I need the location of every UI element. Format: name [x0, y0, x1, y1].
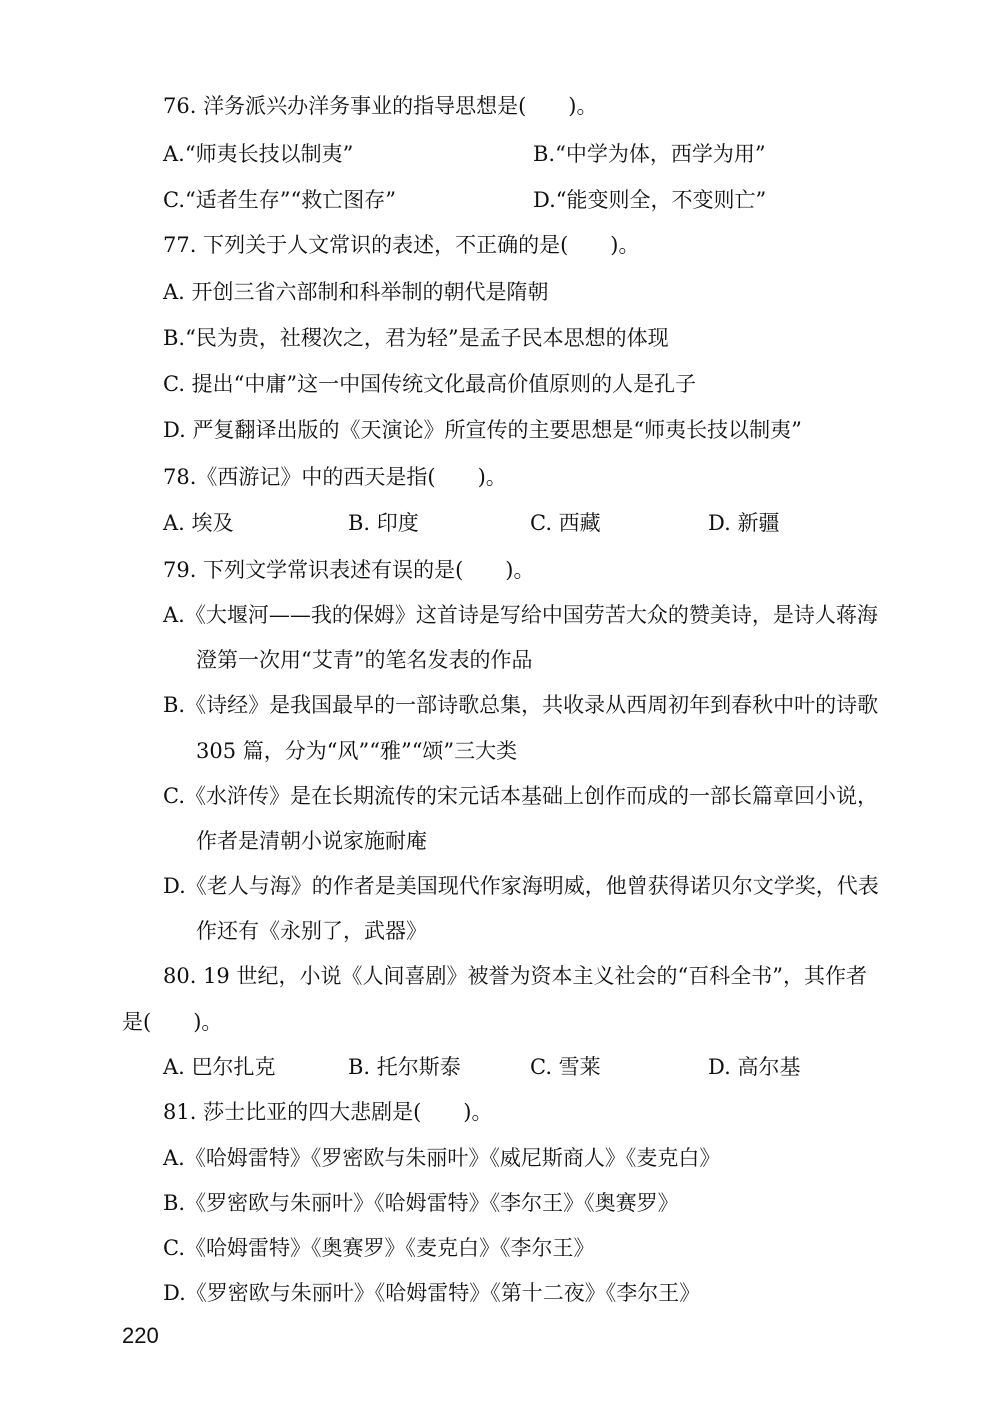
q79-option-b: B.《诗经》是我国最早的一部诗歌总集，共收录从西周初年到春秋中叶的诗歌: [163, 693, 879, 717]
q81-stem: 81. 莎士比亚的四大悲剧是( )。: [163, 1100, 493, 1124]
q78-option-c: C. 西藏: [530, 511, 601, 535]
q79-option-a-cont: 澄第一次用“艾青”的笔名发表的作品: [196, 648, 533, 672]
q77-stem: 77. 下列关于人文常识的表述，不正确的是( )。: [163, 233, 640, 257]
q81-option-c: C.《哈姆雷特》《奥赛罗》《麦克白》《李尔王》: [163, 1236, 595, 1260]
q79-option-d-cont: 作还有《永别了，武器》: [196, 919, 427, 943]
q77-option-b: B.“民为贵，社稷次之，君为轻”是孟子民本思想的体现: [163, 326, 669, 350]
q80-option-a: A. 巴尔扎克: [163, 1055, 276, 1079]
q76-option-b: B.“中学为体，西学为用”: [533, 142, 766, 166]
q81-option-b: B.《罗密欧与朱丽叶》《哈姆雷特》《李尔王》《奥赛罗》: [163, 1191, 679, 1215]
q81-option-d: D.《罗密欧与朱丽叶》《哈姆雷特》《第十二夜》《李尔王》: [163, 1281, 701, 1305]
q79-option-d: D.《老人与海》的作者是美国现代作家海明威，他曾获得诺贝尔文学奖，代表: [163, 874, 879, 898]
q76-stem: 76. 洋务派兴办洋务事业的指导思想是( )。: [163, 94, 598, 118]
q77-option-a: A. 开创三省六部制和科举制的朝代是隋朝: [163, 280, 549, 304]
q81-option-a: A.《哈姆雷特》《罗密欧与朱丽叶》《威尼斯商人》《麦克白》: [163, 1146, 721, 1170]
q79-option-a: A.《大堰河——我的保姆》这首诗是写给中国劳苦大众的赞美诗，是诗人蒋海: [163, 603, 878, 627]
q80-option-c: C. 雪莱: [530, 1055, 601, 1079]
q80-option-d: D. 高尔基: [708, 1055, 801, 1079]
q78-option-b: B. 印度: [348, 511, 419, 535]
q77-option-c: C. 提出“中庸”这一中国传统文化最高价值原则的人是孔子: [163, 372, 697, 396]
q79-stem: 79. 下列文学常识表述有误的是( )。: [163, 558, 535, 582]
q79-option-c: C.《水浒传》是在长期流传的宋元话本基础上创作而成的一部长篇章回小说，: [163, 784, 878, 808]
q76-option-c: C.“适者生存”“救亡图存”: [163, 188, 396, 212]
q76-option-a: A.“师夷长技以制夷”: [163, 142, 354, 166]
q78-stem: 78.《西游记》中的西天是指( )。: [163, 465, 507, 489]
q78-option-d: D. 新疆: [708, 511, 780, 535]
q76-option-d: D.“能变则全，不变则亡”: [533, 188, 767, 212]
q77-option-d: D. 严复翻译出版的《天演论》所宣传的主要思想是“师夷长技以制夷”: [163, 418, 802, 442]
q78-option-a: A. 埃及: [163, 511, 234, 535]
q80-option-b: B. 托尔斯泰: [348, 1055, 461, 1079]
q80-stem-cont: 是( )。: [122, 1010, 223, 1034]
q80-stem: 80. 19 世纪，小说《人间喜剧》被誉为资本主义社会的“百科全书”，其作者: [163, 964, 867, 988]
q79-option-c-cont: 作者是清朝小说家施耐庵: [196, 829, 427, 853]
q79-option-b-cont: 305 篇，分为“风”“雅”“颂”三大类: [196, 739, 518, 763]
page-number: 220: [122, 1323, 159, 1348]
